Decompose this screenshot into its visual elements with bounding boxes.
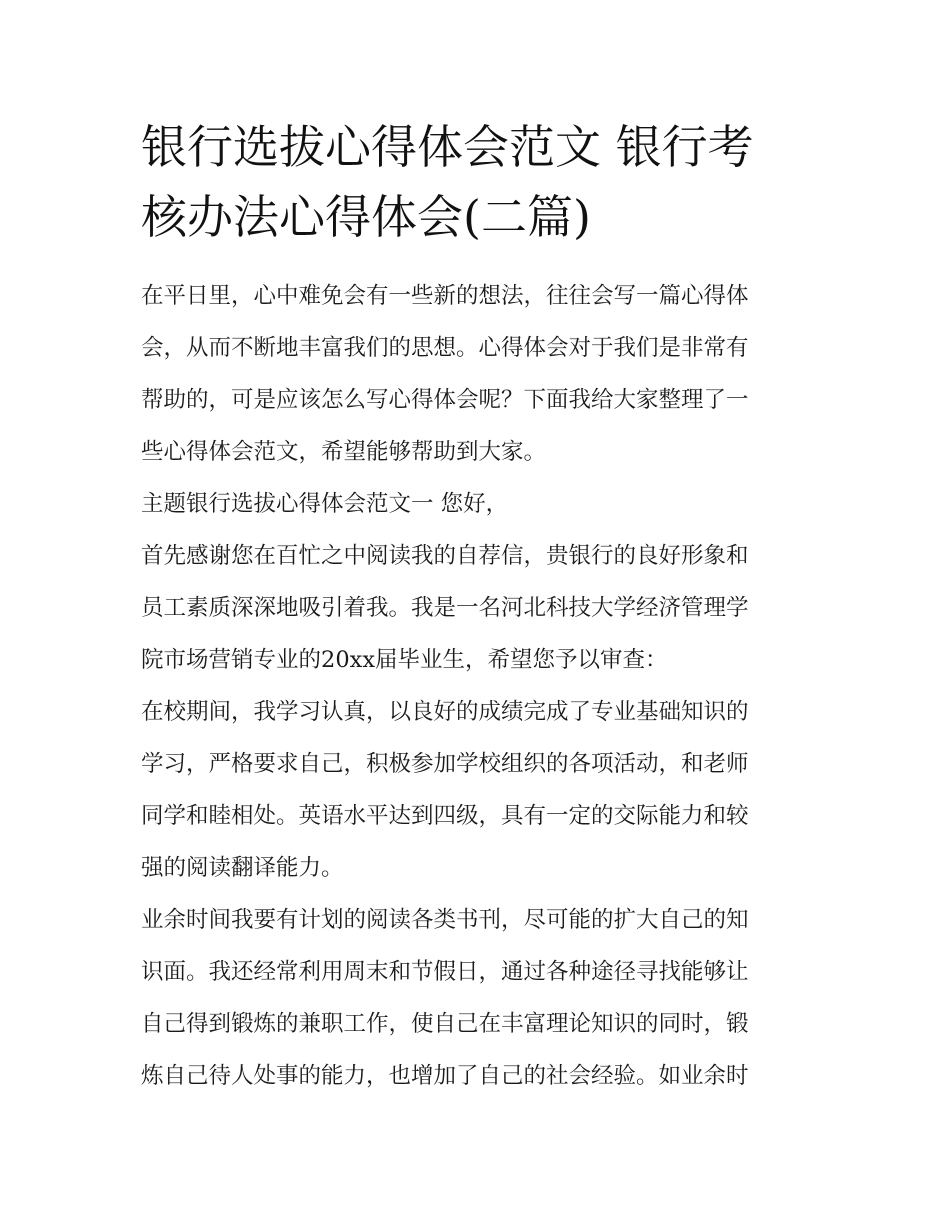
paragraph-spare-time [141, 894, 813, 1102]
paragraph-intro [141, 270, 813, 478]
text-line: 在平日里，心中难免会有一些新的想法，往往会写一篇心得体 [141, 283, 749, 309]
paragraph-school [141, 686, 813, 894]
text-line: 院市场营销专业的20xx届毕业生，希望您予以审查： [141, 647, 668, 673]
text-line: 强的阅读翻译能力。 [141, 855, 344, 881]
text-line: 业余时间我要有计划的阅读各类书刊，尽可能的扩大自己的知 [141, 907, 749, 933]
paragraph-opening [141, 530, 813, 686]
text-line: 员工素质深深地吸引着我。我是一名河北科技大学经济管理学 [141, 595, 749, 621]
text-line: 识面。我还经常利用周末和节假日，通过各种途径寻找能够让 [141, 959, 749, 985]
paragraph-subject [141, 478, 813, 530]
document-title [141, 112, 813, 252]
text-line: 同学和睦相处。英语水平达到四级，具有一定的交际能力和较 [141, 803, 749, 829]
title-line: 银行选拔心得体会范文 银行考 [141, 120, 754, 174]
text-line: 在校期间，我学习认真，以良好的成绩完成了专业基础知识的 [141, 699, 749, 725]
text-line: 帮助的，可是应该怎么写心得体会呢？下面我给大家整理了一 [141, 387, 749, 413]
document-body [141, 270, 813, 1102]
text-line: 学习，严格要求自己，积极参加学校组织的各项活动，和老师 [141, 751, 749, 777]
text-line: 自己得到锻炼的兼职工作，使自己在丰富理论知识的同时，锻 [141, 1011, 749, 1037]
text-line: 首先感谢您在百忙之中阅读我的自荐信，贵银行的良好形象和 [141, 543, 749, 569]
document-content [141, 112, 813, 1102]
text-line: 些心得体会范文，希望能够帮助到大家。 [141, 439, 547, 465]
text-line: 会，从而不断地丰富我们的思想。心得体会对于我们是非常有 [141, 335, 749, 361]
title-line: 核办法心得体会(二篇) [141, 190, 591, 244]
text-line: 主题银行选拔心得体会范文一 您好， [141, 491, 509, 517]
text-line: 炼自己待人处事的能力，也增加了自己的社会经验。如业余时 [141, 1063, 749, 1089]
